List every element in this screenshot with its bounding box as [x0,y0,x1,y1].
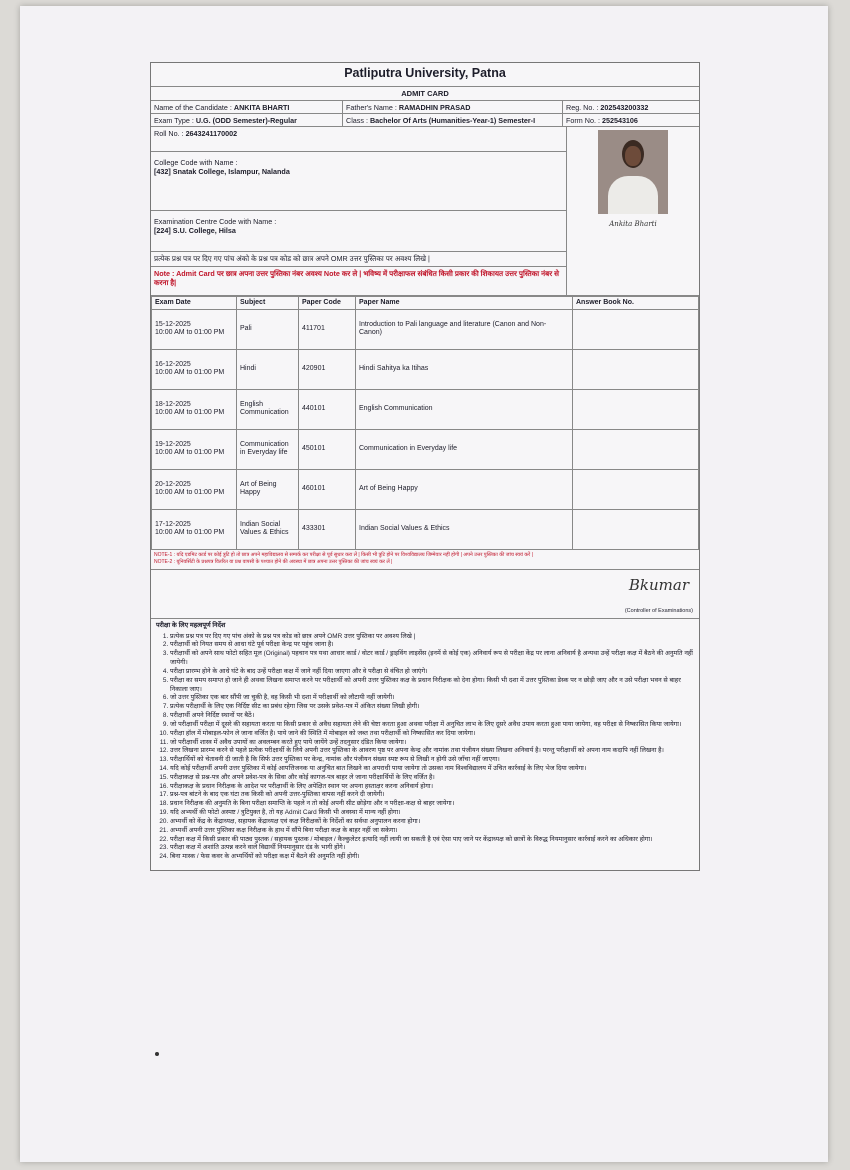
answer-book-note: Note : Admit Card पर छात्र अपना उत्तर पुस्तिका नंबर अवश्य Note कर ले | भविष्य में परीक्षाफल संबंधित किसी प्रकार की शिकायत उत्तर पुस्तिका नंबर से करना है| [154,269,560,287]
father-name-label: Father's Name : [346,102,397,112]
college-label: College Code with Name : [154,158,238,167]
list-item: 22. परीक्षा कक्ष में किसी प्रकार की पाठ्य पुस्तक / सहायक पुस्तक / मोबाइल / कैल्कुलेटर इत्यादि नहीं लायी जा सकती है एवं ऐसा पाए जाने पर केंद्राध्यक्ष को छात्रों के विरुद्ध नियमानुसार कार्रवाई करने का अधिकार होगा। [170,836,694,845]
paper-code-cell: 433301 [299,509,356,549]
exam-date-cell [152,469,237,509]
exam-time: 10:00 AM to 01:00 PM [155,529,225,537]
list-item: 10. परीक्षा हॉल में मोबाइल-फोन ले जाना वर्जित है। पाये जाने की स्थिति में मोबाइल को जब्त तथा परीक्षार्थी को निष्कासित कर दिया जायेगा। [170,730,694,739]
centre-value: [224] S.U. College, Hilsa [154,226,236,235]
form-number [563,114,699,126]
candidate-photo [598,130,668,214]
instructions-heading: परीक्षा के लिए महत्वपूर्ण निर्देश [156,621,226,629]
candidate-name [151,101,343,113]
paper-name-cell: Introduction to Pali language and literature (Canon and Non-Canon) [356,309,573,349]
list-item: 18. प्रधान निरीक्षक की अनुमति के बिना परीक्षा समाप्ति के पहले न तो कोई अपनी सीट छोड़ेगा और न परीक्षा-कक्ष से बाहर जायेगा। [170,800,694,809]
omr-note: प्रत्येक प्रश्न पत्र पर दिए गए पांच अंको के प्रश्न पत्र कोड को छात्र अपने OMR उत्तर पुस्तिका पर अवश्य लिखे | [151,252,566,267]
table-row [152,389,699,429]
list-item: 9. जो परीक्षार्थी परीक्षा में दूसरे की सहायता करता या किसी प्रकार से अवैध सहायता लेने की चेष्टा करता हुआ अथवा परीक्षा में अनुचित लाभ के लिए दूसरे अवैध उपाय करता हुआ पाया जायेगा, वह परीक्षा से निष्कासित किया जायेगा। [170,721,694,730]
roll-label: Roll No. : [154,129,184,138]
exam-time: 10:00 AM to 01:00 PM [155,369,225,377]
exam-time: 10:00 AM to 01:00 PM [155,449,225,457]
college-value: [432] Snatak College, Islampur, Nalanda [154,167,290,176]
exam-time: 10:00 AM to 01:00 PM [155,409,225,417]
candidate-row-2 [151,114,699,127]
details-left [151,127,567,295]
reg-label: Reg. No. : [566,102,599,112]
list-item: 11. जो परीक्षार्थी शास्त्र में अवैध उपायों का अवलम्बन करते हुए पाये जायेंगे उन्हें तदनुसार दंडित किया जायेगा। [170,739,694,748]
answer-book-cell [573,389,699,429]
exam-date: 15-12-2025 [155,320,191,328]
list-item: 17. प्रश्न-पत्र बांटने के बाद एक घंटा तक किसी को अपनी उत्तर-पुस्तिका वापस नहीं करने दी जायेगी। [170,791,694,800]
list-item: 21. अभ्यर्थी अपनी उत्तर पुस्तिका कक्ष निरीक्षक के हाथ में सौंपे बिना परीक्षा कक्ष के बाहर नहीं जा सकेगा। [170,827,694,836]
college [151,152,566,211]
paper-code-cell: 411701 [299,309,356,349]
paper-name-cell: Art of Being Happy [356,469,573,509]
answer-book-cell [573,349,699,389]
subject-cell: Art of Being Happy [237,469,299,509]
subject-cell: Pali [237,309,299,349]
list-item: 20. अभ्यर्थी को केंद्र के केंद्राध्यक्ष, सहायक केंद्राध्यक्ष एवं कक्ष निरीक्षकों के निर्देशों का सर्वथा अनुपालन करना होगा। [170,818,694,827]
form-label: Form No. : [566,115,600,125]
header-answer-book: Answer Book No. [573,297,699,310]
form-value: 252543106 [601,115,638,125]
exam-date: 18-12-2025 [155,400,191,408]
paper-code-cell: 420901 [299,349,356,389]
paper-code-cell: 450101 [299,429,356,469]
exam-date-cell [152,509,237,549]
class-label: Class : [346,115,368,125]
exam-type-value: U.G. (ODD Semester)-Regular [195,115,297,125]
controller-signature: Bkumar [628,575,689,594]
list-item: 4. परीक्षा प्रारम्भ होने के आधे घंटे के बाद उन्हें परीक्षा कक्ष में जाने नहीं दिया जाएगा और वे परीक्षा से वंचित हो जाएंगे। [170,668,694,677]
table-row [152,429,699,469]
list-item: 3. परीक्षार्थी को अपने साथ फोटो सहित मूल (Original) पहचान पत्र यथा आधार कार्ड / वोटर कार्ड / ड्राइविंग लाइसेंस (इनमें से कोई एक) अनिवार्य रूप से परीक्षा केंद्र पर लाना अनिवार्य है अन्यथा उन्हें परीक्षा कक्ष में बैठने की अनुमति नहीं जायेगी। [170,650,694,668]
header-paper-name: Paper Name [356,297,573,310]
footnote-2: NOTE-2 : यूनिवर्सिटी के प्रश्नपत्र वितरित या प्रश्न वापसी के पश्चात होने की अवस्था में छात्र अपना उत्तर पुस्तिका की जांच स्वयं कर लें | [154,559,393,566]
list-item: 7. प्रत्येक परीक्षार्थी के लिए एक निर्दिष्ट सीट का प्रबंध रहेगा जिस पर उसके प्रवेश-पत्र में अंकित संख्या लिखी होगी। [170,703,694,712]
exam-date-cell [152,389,237,429]
candidate-signature: Ankita Bharti [609,220,657,228]
paper-name-cell: Hindi Sahitya ka Itihas [356,349,573,389]
footnote-1: NOTE-1 : यदि एडमिट कार्ड पर कोई त्रुटि हो तो छात्र अपने महाविद्यालय से सम्पर्क कर परीक्षा से पूर्व सुधार करा लें | किसी भी त्रुटि होने पर विश्वविद्यालय जिम्मेवार नहीं होगी | अपने उत्तर पुस्तिका की जांच स्वयं करें | [154,551,533,558]
admit-card-title: ADMIT CARD [151,87,699,101]
table-row [152,509,699,549]
footnotes [151,550,699,570]
class-value: Bachelor Of Arts (Humanities-Year-1) Semester-I [369,115,536,125]
exam-schedule-table [151,296,699,550]
exam-time: 10:00 AM to 01:00 PM [155,329,225,337]
candidate-name-label: Name of the Candidate : [154,102,232,112]
exam-centre [151,211,566,252]
reg-value: 202543200332 [600,102,649,112]
subject-cell: Hindi [237,349,299,389]
subject-cell: Indian Social Values & Ethics [237,509,299,549]
paper-name-cell: English Communication [356,389,573,429]
exam-time: 10:00 AM to 01:00 PM [155,489,225,497]
subject-cell: English Communication [237,389,299,429]
list-item: 2. परीक्षार्थी को नियत समय से आधा घंटे पूर्व परीक्षा केन्द्र पर पहुंच जाना है। [170,641,694,650]
paper-code-cell: 440101 [299,389,356,429]
list-item: 8. परीक्षार्थी अपने निर्दिष्ट स्थानों पर बैठें। [170,712,694,721]
list-item: 23. परीक्षा कक्ष में अशांति उत्पन्न करने वाले विद्यार्थी नियमानुसार दंड के भागी होंगे। [170,844,694,853]
candidate-row-1 [151,101,699,114]
exam-date-cell [152,429,237,469]
exam-date-cell [152,309,237,349]
list-item: 6. जो उत्तर पुस्तिका एक बार सौंपी जा चुकी है, वह किसी भी दशा में परीक्षार्थी को लौटायी नहीं जायेगी। [170,694,694,703]
answer-book-cell [573,469,699,509]
list-item: 1. प्रत्येक प्रश्न पत्र पर दिए गए पांच अंको के प्रश्न पत्र कोड को छात्र अपने OMR उत्तर पुस्तिका पर अवश्य लिखे | [170,633,694,642]
exam-type [151,114,343,126]
subject-cell: Communication in Everyday life [237,429,299,469]
answer-book-cell [573,309,699,349]
schedule-header-row [152,297,699,310]
paper-name-cell: Communication in Everyday life [356,429,573,469]
candidate-details [151,127,699,296]
header-subject: Subject [237,297,299,310]
list-item: 24. बिना मास्क / फेस कवर के अभ्यर्थियों को परीक्षा कक्ष में बैठने की अनुमति नहीं होगी। [170,853,694,862]
list-item: 12. उत्तर लिखना प्रारम्भ करने से पहले प्रत्येक परीक्षार्थी के लिये अपनी उत्तर पुस्तिका के आवरण पृष्ठ पर अपना केन्द्र और नामांक तथा पंजीयन संख्या लिखना अनिवार्य है। परन्तु परीक्षार्थी को अपना नाम कदापि नहीं लिखना है। [170,747,694,756]
list-item: 13. परीक्षार्थियों को चेतावनी दी जाती है कि सिर्फ उत्तर पुस्तिका पर केन्द्र, नामांक और पंजीयन संख्या स्पष्ट रूप से लिखी न होगी उसे जाँचा नहीं जाएगा। [170,756,694,765]
controller-section [151,570,699,619]
paper-name-cell: Indian Social Values & Ethics [356,509,573,549]
university-name: Patliputra University, Patna [151,63,699,87]
instructions [151,619,699,870]
header-exam-date: Exam Date [152,297,237,310]
list-item: 15. परीक्षाकक्ष से प्रश्न-पत्र और अपने प्रवेश-पत्र के सिवा और कोई कागज-पत्र बाहर ले जाना परीक्षार्थियों के लिए वर्जित है। [170,774,694,783]
exam-date: 16-12-2025 [155,360,191,368]
exam-type-label: Exam Type : [154,115,194,125]
photo-column [567,127,699,295]
controller-label: (Controller of Examinations) [624,607,693,614]
exam-date: 20-12-2025 [155,480,191,488]
exam-date: 17-12-2025 [155,520,191,528]
list-item: 19. यदि अभ्यर्थी की फोटो अस्पष्ट / त्रुटियुक्त है, तो यह Admit Card किसी भी अवस्था में मान्य नहीं होगा। [170,809,694,818]
class [343,114,563,126]
table-row [152,349,699,389]
answer-book-cell [573,429,699,469]
roll-number [151,127,566,152]
list-item: 5. परीक्षा का समय समाप्त हो जाने ही अथवा लिखना समाप्त करने पर परीक्षार्थी को अपनी उत्तर पुस्तिका कक्ष के प्रधान निरीक्षक को देना होगा। किसी भी दशा में उत्तर पुस्तिका डेस्क पर न छोड़ी जाए और न उसे परीक्षा भवन से बाहर निकाला जाए। [170,677,694,695]
ink-dot [155,1052,159,1056]
centre-label: Examination Centre Code with Name : [154,217,277,226]
answer-book-cell [573,509,699,549]
registration-number [563,101,699,113]
list-item: 16. परीक्षाकक्ष के प्रधान निरीक्षक के आदेश पर परीक्षार्थी के लिए अपेक्षित स्थान पर अपना हस्ताक्षर करना अनिवार्य होगा। [170,783,694,792]
header-paper-code: Paper Code [299,297,356,310]
father-name [343,101,563,113]
instructions-list [156,633,694,863]
table-row [152,469,699,509]
list-item: 14. यदि कोई परीक्षार्थी अपनी उत्तर पुस्तिका में कोई आपत्तिजनक या अनुचित बात लिखने का अपराधी पाया जायेगा तो उसका नाम विश्वविद्यालय में उचित कार्रवाई के लिए भेज दिया जायेगा। [170,765,694,774]
exam-date-cell [152,349,237,389]
admit-card [150,62,700,871]
candidate-name-value: ANKITA BHARTI [233,102,290,112]
paper-code-cell: 460101 [299,469,356,509]
exam-date: 19-12-2025 [155,440,191,448]
father-name-value: RAMADHIN PRASAD [398,102,471,112]
roll-value: 2643241170002 [185,129,238,138]
table-row [152,309,699,349]
